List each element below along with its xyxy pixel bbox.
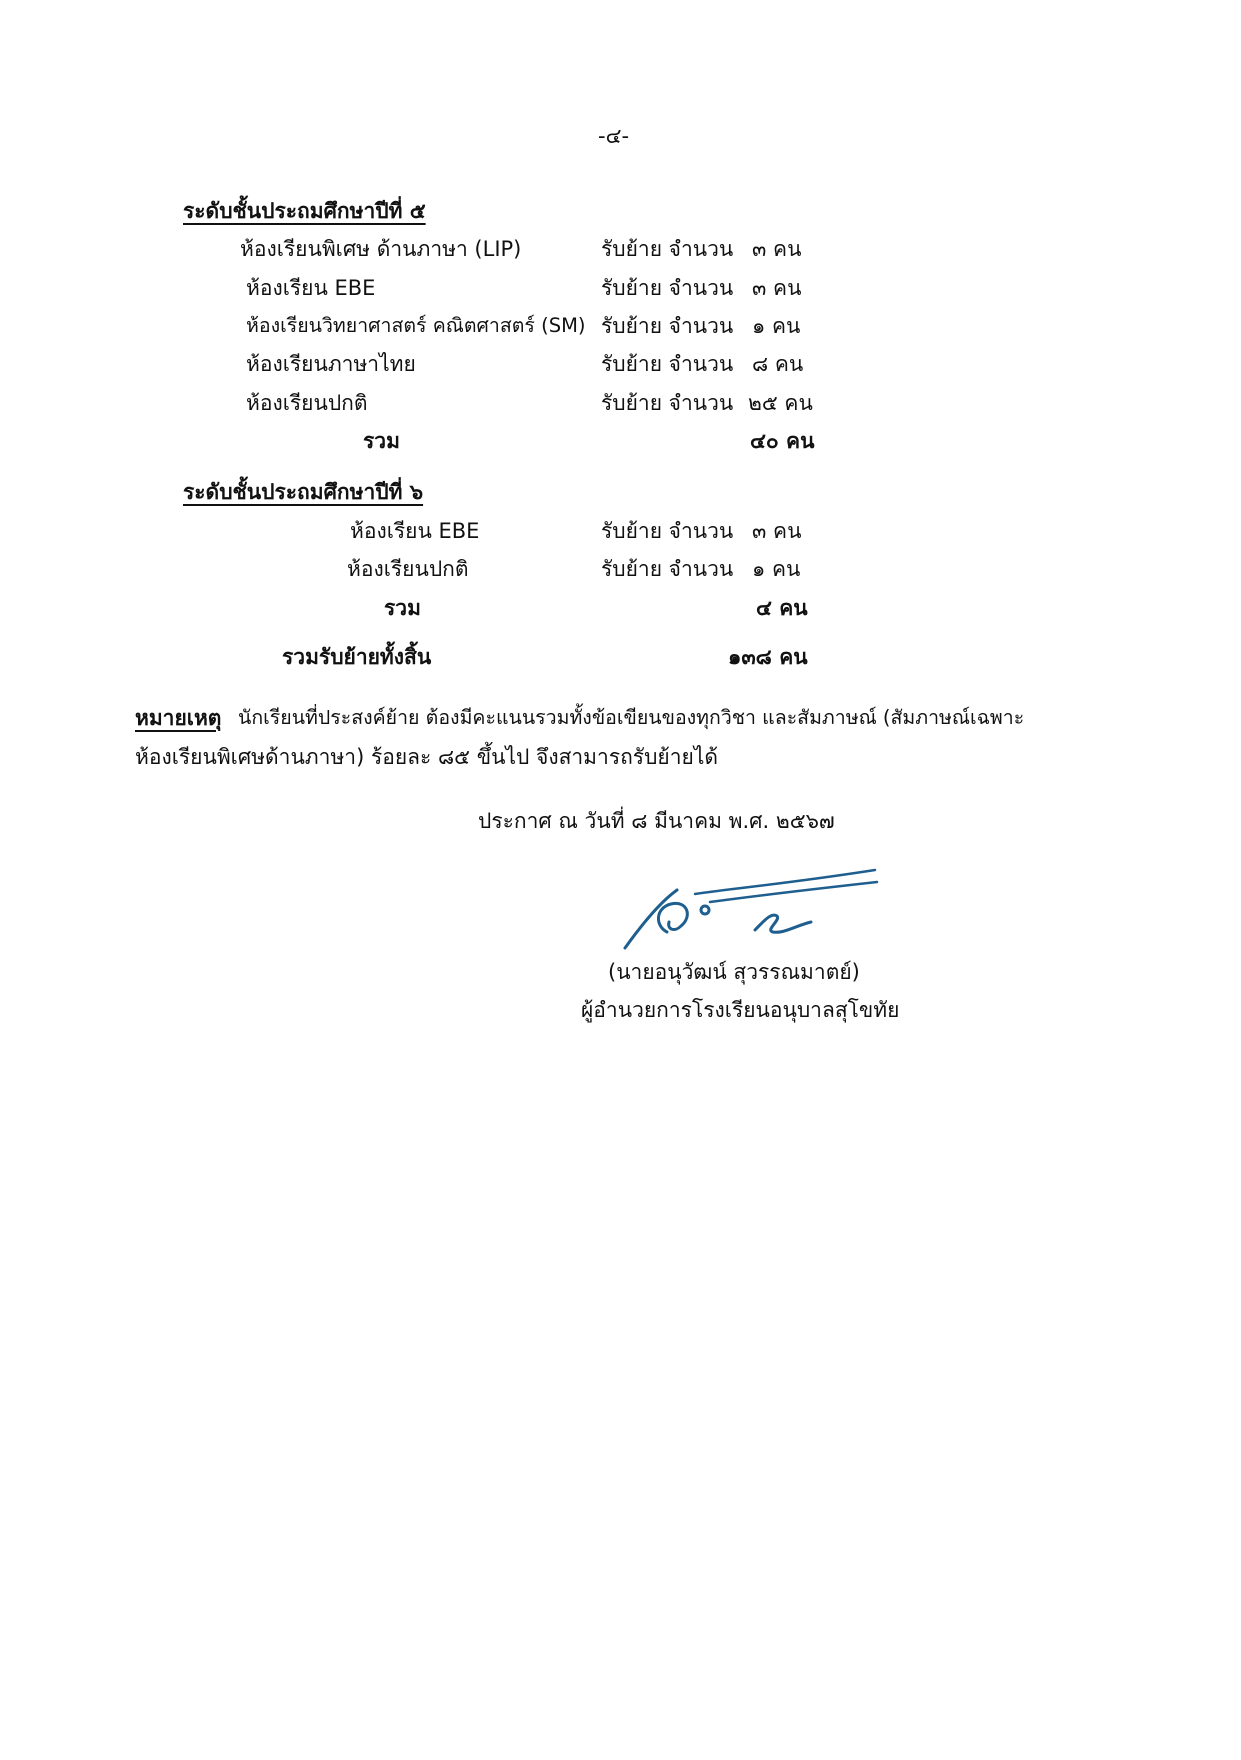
- grade5-row-room: ห้องเรียนปกติ: [246, 391, 368, 415]
- grade5-row-action: รับย้าย จำนวน: [601, 391, 734, 415]
- note-line2: ห้องเรียนพิเศษด้านภาษา) ร้อยละ ๘๕ ขึ้นไป จึงสามารถรับย้ายได้: [135, 745, 719, 769]
- grade5-total-value: ๔๐ คน: [750, 429, 815, 453]
- grade5-total-label: รวม: [363, 429, 400, 453]
- note-line1: นักเรียนที่ประสงค์ย้าย ต้องมีคะแนนรวมทั้งข้อเขียนของทุกวิชา และสัมภาษณ์ (สัมภาษณ์เฉพาะ: [238, 706, 1025, 729]
- note-label: หมายเหตุ: [135, 706, 222, 730]
- grade5-row-room: ห้องเรียนวิทยาศาสตร์ คณิตศาสตร์ (SM): [246, 314, 586, 337]
- grand-total-value: ๑๓๘ คน: [728, 645, 808, 669]
- grade5-row-count: ๓ คน: [752, 276, 802, 300]
- grade5-row-room: ห้องเรียน EBE: [246, 276, 376, 300]
- announcement-date: ประกาศ ณ วันที่ ๘ มีนาคม พ.ศ. ๒๕๖๗: [478, 809, 835, 833]
- grand-total-label: รวมรับย้ายทั้งสิ้น: [282, 645, 432, 669]
- grade5-row-action: รับย้าย จำนวน: [601, 352, 734, 376]
- grade6-heading: ระดับชั้นประถมศึกษาปีที่ ๖: [183, 480, 424, 504]
- signatory-name: (นายอนุวัฒน์ สุวรรณมาตย์): [608, 960, 860, 984]
- grade6-row-room: ห้องเรียนปกติ: [347, 557, 469, 581]
- grade5-row-action: รับย้าย จำนวน: [601, 276, 734, 300]
- grade6-total-value: ๔ คน: [756, 596, 808, 620]
- grade5-row-count: ๑ คน: [752, 314, 801, 338]
- grade6-row-count: ๑ คน: [752, 557, 801, 581]
- grade5-row-count: ๒๕ คน: [748, 391, 813, 415]
- grade6-row-room: ห้องเรียน EBE: [350, 519, 480, 543]
- page-number: -๔-: [598, 124, 630, 148]
- grade6-row-action: รับย้าย จำนวน: [601, 519, 734, 543]
- grade5-row-room: ห้องเรียนพิเศษ ด้านภาษา (LIP): [240, 237, 522, 261]
- grade5-row-room: ห้องเรียนภาษาไทย: [246, 352, 416, 376]
- grade5-row-action: รับย้าย จำนวน: [601, 237, 734, 261]
- grade6-row-count: ๓ คน: [752, 519, 802, 543]
- grade5-row-count: ๘ คน: [752, 352, 804, 376]
- grade5-row-action: รับย้าย จำนวน: [601, 314, 734, 338]
- grade6-row-action: รับย้าย จำนวน: [601, 557, 734, 581]
- signatory-position: ผู้อำนวยการโรงเรียนอนุบาลสุโขทัย: [581, 998, 900, 1022]
- grade5-heading: ระดับชั้นประถมศึกษาปีที่ ๕: [183, 199, 426, 223]
- grade6-total-label: รวม: [384, 596, 421, 620]
- grade5-row-count: ๓ คน: [752, 237, 802, 261]
- signature: [615, 860, 895, 960]
